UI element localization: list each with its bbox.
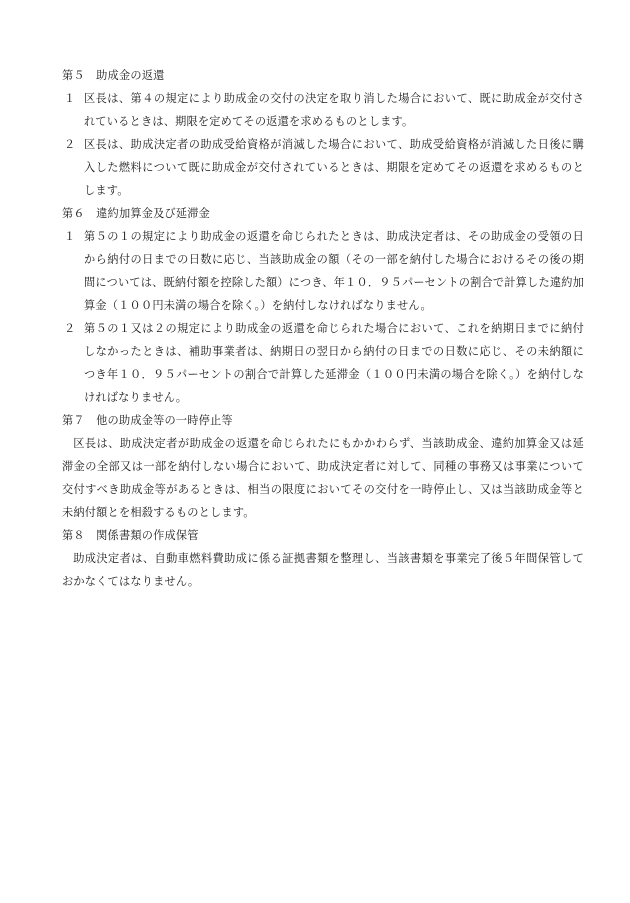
item-text: 第５の１又は２の規定により助成金の返還を命じられた場合において、これを納期日までに納付しなかったときは、補助事業者は、納期日の翌日から納付の日までの日数に応じ、その未納額につき年１０．９５パーセントの割合で計算した延滞金（１００円未満の場合を除く。）を納付しなければなりません。	[84, 322, 584, 404]
section-8-paragraph: 助成決定者は、自動車燃料費助成に係る証拠書類を整理し、当該書類を事業完了後５年間保管しておかなくてはなりません。	[62, 552, 584, 588]
item-text: 第５の１の規定により助成金の返還を命じられたときは、助成決定者は、その助成金の受領の日から納付の日までの日数に応じ、当該助成金の額（その一部を納付した場合におけるその後の期間については、既納付額を控除した額）につき、年１０．９５パーセントの割合で計算した違約加算金（１００円未満の場合を除く。）を納付しなければなりません。	[84, 230, 584, 312]
item-text: 区長は、第４の規定により助成金の交付の決定を取り消した場合において、既に助成金が交付されているときは、期限を定めてその返還を求めるものとします。	[84, 92, 584, 128]
section-6-item-2	[62, 317, 584, 409]
section-5-heading: 第５ 助成金の返還	[62, 69, 165, 82]
section-7-paragraph: 区長は、助成決定者が助成金の返還を命じられたにもかかわらず、当該助成金、違約加算金又は延滞金の全部又は一部を納付しない場合において、助成決定者に対して、同種の事務又は事業について交付すべき助成金等があるときは、相当の限度においてその交付を一時停止し、又は当該助成金等と未納付額とを相殺するものとします。	[62, 437, 584, 519]
section-6-item-1	[62, 225, 584, 317]
section-5-item-2	[62, 133, 584, 202]
section-8-heading: 第８ 関係書類の作成保管	[62, 529, 199, 542]
item-number: １	[64, 92, 76, 105]
item-number: ２	[64, 322, 76, 335]
item-text: 区長は、助成決定者の助成受給資格が消滅した場合において、助成受給資格が消滅した日後に購入した燃料について既に助成金が交付されているときは、期限を定めてその返還を求めるものとします。	[84, 138, 584, 197]
section-7-heading: 第７ 他の助成金等の一時停止等	[62, 414, 233, 427]
section-5-item-1	[62, 87, 584, 133]
item-number: ２	[64, 138, 76, 151]
item-number: １	[64, 230, 76, 243]
section-6-heading: 第６ 違約加算金及び延滞金	[62, 207, 211, 220]
document-body	[62, 64, 584, 593]
